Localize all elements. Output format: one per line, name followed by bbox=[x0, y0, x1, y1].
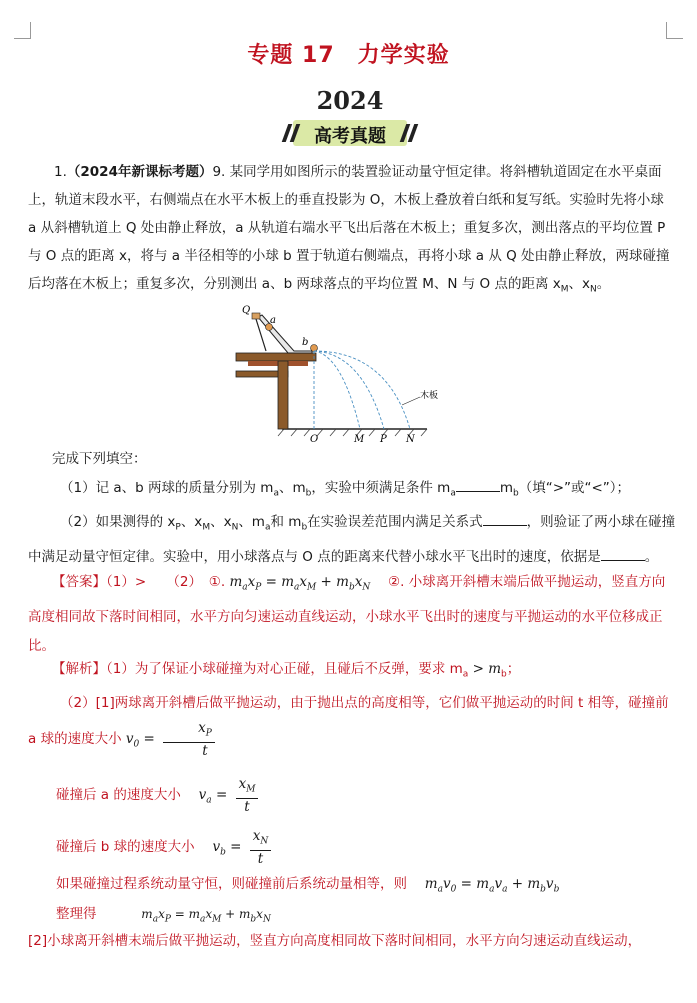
question-tail: 、x bbox=[568, 276, 591, 292]
sub-m: M bbox=[560, 284, 569, 295]
banner bbox=[293, 120, 407, 146]
year-badge bbox=[287, 86, 413, 150]
crop-mark bbox=[666, 22, 683, 39]
vb-label: 碰撞后 b 球的速度大小 bbox=[56, 838, 195, 855]
label-o: O bbox=[310, 434, 319, 445]
answer-c1: ①. bbox=[208, 574, 226, 590]
label-board: 木板 bbox=[420, 391, 439, 401]
part1-post: m bbox=[499, 480, 513, 496]
answer-label: 【答案】 bbox=[52, 574, 106, 590]
va-formula: $v_a$ = $\frac{x_M}{t}$ bbox=[199, 787, 263, 803]
sub-p: P bbox=[175, 522, 181, 533]
answer-blank[interactable] bbox=[483, 525, 527, 526]
sub-n: N bbox=[590, 284, 597, 295]
vb-row bbox=[56, 828, 275, 867]
va-row bbox=[56, 776, 262, 815]
answer-equation: $m_ax_P = m_ax_M + m_bx_N$ bbox=[229, 574, 371, 593]
label-b: b bbox=[302, 337, 309, 348]
v0-formula: $v_0$ = $\frac{x_P}{t}$ bbox=[126, 731, 219, 747]
banner-text: 高考真题 bbox=[314, 126, 386, 147]
page-title: 专题 17 力学实验 bbox=[247, 43, 450, 68]
question-text bbox=[28, 158, 673, 304]
sub-n: N bbox=[231, 522, 239, 533]
answer-part2: （2） bbox=[173, 574, 196, 590]
fill-title: 完成下列填空： bbox=[52, 451, 147, 467]
crop-mark bbox=[14, 22, 31, 39]
final-equation: $m_ax_P = m_ax_M + m_bx_N$ bbox=[141, 907, 271, 925]
part1-pre: （1）记 a、b 两球的质量分别为 m bbox=[60, 480, 274, 496]
analysis-line1: 【解析】（1）为了保证小球碰撞为对心正碰，且碰后不反弹，要求 $m_a > m_b$； bbox=[52, 661, 521, 680]
year-text: 2024 bbox=[316, 86, 384, 115]
part2-list3: 、m bbox=[238, 514, 265, 530]
momentum-equation: $m_av_0 = m_av_a + m_bv_b$ bbox=[424, 876, 560, 895]
conserve-text: 如果碰撞过程系统动量守恒，则碰撞前后系统动量相等，则 bbox=[56, 876, 407, 892]
analysis-label: 【解析】 bbox=[52, 661, 106, 677]
label-a: a bbox=[270, 315, 276, 326]
arrange-text: 整理得 bbox=[56, 906, 97, 922]
answer-blank[interactable] bbox=[456, 491, 500, 492]
part2-mid: 在实验误差范围内满足关系式 bbox=[307, 514, 483, 530]
analysis-line2 bbox=[28, 686, 678, 762]
part2-list: 、x bbox=[180, 514, 203, 530]
answer-block bbox=[28, 568, 678, 661]
part2-list2: 、x bbox=[210, 514, 232, 530]
question-source: （2024年新课标考题） bbox=[66, 164, 213, 180]
part1-tail: （填“>”或“<”）； bbox=[518, 480, 631, 496]
analysis-bottom: [2]小球离开斜槽末端后做平抛运动，竖直方向高度相同故下落时间相同，水平方向匀速运动直线运动， bbox=[28, 933, 642, 949]
answer-blank[interactable] bbox=[601, 560, 645, 561]
vb-formula: $v_b$ = $\frac{x_N}{t}$ bbox=[212, 839, 275, 855]
part2-text: （2）如果测得的 $x_P$、$x_M$、$x_N$、$m_a$和 $m_b$在实验误差范围内满足关系式 ，则验证了两小球在碰撞中满足动量守恒定律。实验中，用小球落点与 O 点的距离来代替小球水平飞出时的速度，依据是 。 bbox=[28, 514, 676, 565]
label-n: N bbox=[406, 434, 415, 445]
label-p: P bbox=[380, 434, 387, 445]
answer-c2: ②. 小球离开斜槽末端后做平抛运动，竖直方向高度相同故下落时间相同，水平方向匀速运动直线运动，小球水平飞出时的速度与平抛运动的水平位移成正比。 bbox=[28, 574, 666, 654]
part1-mid2: ，实验中须满足条件 m bbox=[311, 480, 451, 496]
question-end: 。 bbox=[596, 276, 611, 292]
experiment-figure bbox=[222, 305, 482, 445]
sub-m: M bbox=[202, 522, 211, 533]
arrange-row bbox=[56, 902, 271, 924]
part2-post: ，则验证了两小球在碰撞中满足动量守恒定律。实验中，用小球落点与 O 点的距离来代替小球水平飞出时的速度，依据是 bbox=[28, 514, 676, 565]
part2-pre: （2）如果测得的 x bbox=[60, 514, 176, 530]
part1-mid: 、m bbox=[278, 480, 306, 496]
analysis-text2: （2）[1]两球离开斜槽后做平抛运动，由于抛出点的高度相等，它们做平抛运动的时间 t 相等，碰撞前 a 球的速度大小 bbox=[28, 695, 669, 747]
label-q: Q bbox=[242, 305, 251, 316]
question-body: 9. 某同学用如图所示的装置验证动量守恒定律。将斜槽轨道固定在水平桌面上，轨道末段水平，右侧端点在水平木板上的垂直投影为 O，木板上叠放着白纸和复写纸。实验时先将小球 a 从斜槽轨道上 Q 处由静止释放，a 从轨道右端水平飞出后落在木板上；重复多次，测出落点的平均位置 P 与 O 点的距离 x，将与 a 半径相等的小球 b 置于轨道右侧端点，再将小球 a 从 Q 处由静止释放，两球碰撞后均落在木板上；重复多次，分别测出 a、b 两球落点的平均位置 M、N 与 O 点的距离 x bbox=[28, 164, 670, 292]
question-number: 1. bbox=[54, 164, 67, 180]
answer-part1: （1）> bbox=[106, 574, 147, 590]
analysis-text1: （1）为了保证小球碰撞为对心正碰，且碰后不反弹，要求 m bbox=[106, 661, 463, 677]
conserve-row bbox=[56, 872, 559, 895]
label-m: M bbox=[354, 434, 365, 445]
part2-and: 和 m bbox=[270, 514, 302, 530]
part1-text: （1）记 a、b 两球的质量分别为 $m_a$、$m_b$，实验中须满足条件 $m_a$ $m_b$（填“>”或“<”）； bbox=[60, 480, 631, 499]
part2-end: 。 bbox=[644, 548, 659, 565]
va-label: 碰撞后 a 的速度大小 bbox=[56, 786, 181, 803]
